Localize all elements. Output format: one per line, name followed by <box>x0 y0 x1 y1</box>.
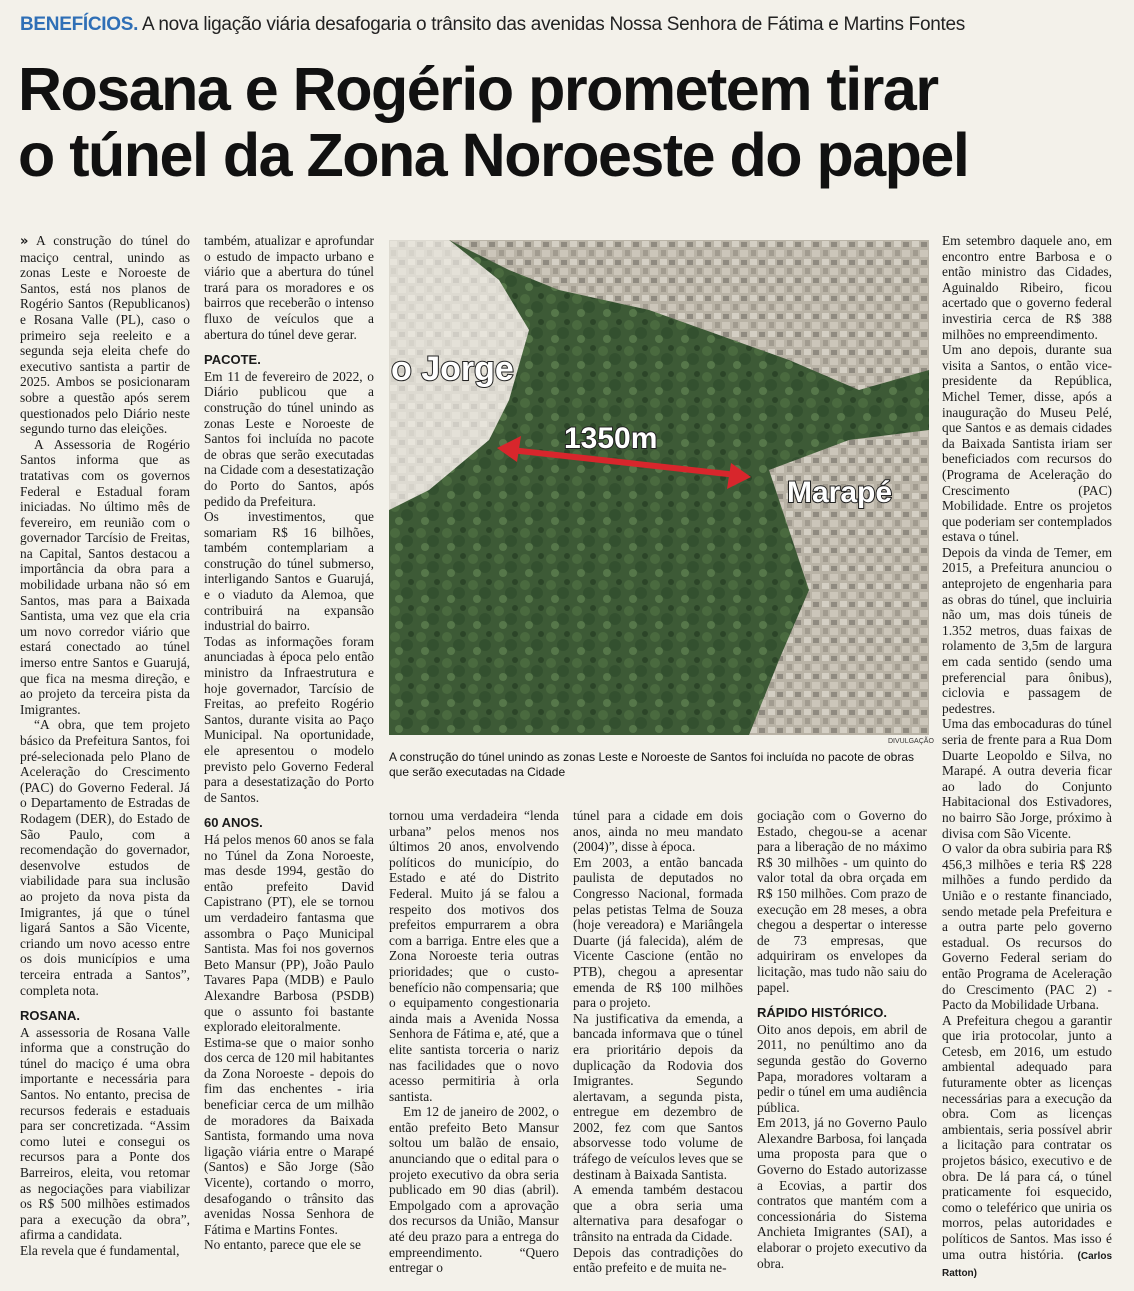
photo-caption: A construção do túnel unindo as zonas Leste e Noroeste de Santos foi incluída no pacote de obras que serão executadas na Cidade <box>389 750 915 779</box>
headline-line-2: o túnel da Zona Noroeste do papel <box>18 121 969 189</box>
paragraph: túnel para a cidade em dois anos, ainda no meu mandato (2004)”, disse à época. <box>573 808 743 855</box>
photo-credit: DIVULGAÇÃO <box>888 738 934 745</box>
article-column-6 <box>942 233 1112 1283</box>
author-signature: (Carlos Ratton) <box>942 1250 1112 1280</box>
paragraph-text: A Prefeitura chegou a garantir que iria protocolar, junto a Cetesb, em 2016, um estudo ambiental adequado para futuramente obter as licenças necessárias para a execução da obra. Com as licenças ambientais, seria possível abrir a licitação para contratar os projetos básico, executivo e de obra. De lá para cá, o túnel praticamente foi esquecido, como o teleférico que uniria os morros, pelas autoridades e políticos de Santos. Mas isso é uma outra história. <box>942 1012 1112 1262</box>
paragraph <box>942 1013 1112 1282</box>
kicker <box>20 14 1120 36</box>
map-label-distance: 1350m <box>564 422 658 455</box>
paragraph <box>20 233 190 437</box>
map-label-sao-jorge: o Jorge <box>391 350 514 388</box>
headline-line-1: Rosana e Rogério prometem tirar <box>18 55 938 123</box>
map-label-marape: Marapé <box>787 476 893 509</box>
article-column-3 <box>389 808 559 1283</box>
section-heading: RÁPIDO HISTÓRICO. <box>757 1005 888 1021</box>
paragraph: Todas as informações foram anunciadas à época pelo então ministro da Infraestrutura e hoje governador, Tarcísio de Freitas, ao prefeito Rogério Santos, durante visita ao Paço Municipal. Na oportunidade, ele apresentou o modelo previsto pelo Governo Federal para a desestatização do Porto de Santos. <box>204 633 374 805</box>
paragraph: No entanto, parece que ele se <box>204 1237 361 1253</box>
paragraph: Ela revela que é fundamental, <box>20 1243 180 1258</box>
paragraph: Há pelos menos 60 anos se fala no Túnel da Zona Noroeste, mas desde 1994, gestão do então prefeito David Capistrano (PT), ele se tornou um verdadeiro fantasma que assombra o Paço Municipal Santista. Mas foi nos governos Beto Mansur (PP), João Paulo Tavares Papa (MDB) e Paulo Alexandre Barbosa (PSDB) que o assunto foi bastante explorado eleitoralmente. <box>204 831 374 1035</box>
aerial-photo <box>389 240 929 735</box>
paragraph: Depois da vinda de Temer, em 2015, a Prefeitura anunciou o anteprojeto de engenharia para as obras do túnel, que incluiria não um, mas dois túneis de 1.352 metros, duas faixas de rolamento de 3,5m de largura em cada sentido (sendo uma preferencial para ônibus), ciclovia e passagem de pedestres. <box>942 544 1112 716</box>
section-heading: PACOTE. <box>204 352 261 368</box>
paragraph: Em setembro daquele ano, em encontro entre Barbosa e o então ministro das Cidades, Aguinaldo Ribeiro, ficou acertado que o governo federal investiria cerca de R$ 388 milhões no empreendimento. <box>942 233 1112 342</box>
article-column-5 <box>757 808 927 1283</box>
paragraph: Os investimentos, que somariam R$ 16 bilhões, também contemplariam a construção do túnel submerso, interligando Santos e Guarujá, e o viaduto da Alemoa, que contribuirá na expansão industrial do bairro. <box>204 509 374 634</box>
paragraph: A emenda também destacou que a obra seria uma alternativa para desafogar o trânsito na entrada da Cidade. <box>573 1182 743 1245</box>
paragraph: Estima-se que o maior sonho dos cerca de 120 mil habitantes da Zona Noroeste - depois do fim das enchentes - iria beneficiar cerca de um milhão de moradores da Baixada Santista, formando uma nova ligação viária entre o Marapé (Santos) e São Jorge (São Vicente), cortando o morro, desafogando o trânsito das avenidas Nossa Senhora de Fátima e Martins Fontes. <box>204 1034 374 1237</box>
article-column-1 <box>20 233 190 1283</box>
section-heading: 60 ANOS. <box>204 815 263 831</box>
paragraph: Oito anos depois, em abril de 2011, no penúltimo ano da segunda gestão do Governo Papa, moradores voltaram a pedir o túnel em uma audiência pública. <box>757 1021 927 1115</box>
paragraph: gociação com o Governo do Estado, chegou-se a acenar para a liberação de no máximo R$ 30 milhões - um quinto do valor total da obra orçada em R$ 150 milhões. Com prazo de execução em 28 meses, a obra chegou a despertar o interesse de 73 empresas, que adquiriram os envelopes da licitação, mas tudo não saiu do papel. <box>757 808 927 995</box>
article-column-2 <box>204 233 374 1283</box>
paragraph: Uma das embocaduras do túnel seria de frente para a Rua Dom Duarte Leopoldo e Silva, no Marapé. A outra deveria ficar ao lado do Conjunto Habitacional dos Estivadores, no bairro São Jorge, próximo à divisa com São Vicente. <box>942 716 1112 841</box>
paragraph: Na justificativa da emenda, a bancada informava que o túnel era prioritário depois da duplicação da Rodovia dos Imigrantes. Segundo alertavam, a segunda pista, entregue em dezembro de 2002, fez com que Santos absorvesse todo volume de tráfego de veículos leves que se destinam à Baixada Santista. <box>573 1010 743 1182</box>
paragraph: Em 2013, já no Governo Paulo Alexandre Barbosa, foi lançada uma proposta para que o Governo do Estado autorizasse a Ecovias, a partir dos contratos que mantém com a concessionária do Sistema Anchieta Imigrantes (SAI), a elaborar o projeto executivo da obra. <box>757 1115 927 1271</box>
paragraph: Um ano depois, durante sua visita a Santos, o então vice-presidente da República, Michel Temer, disse, após a inauguração do Museu Pelé, que Santos e as demais cidades da Baixada Santista iriam ser beneficiados com recursos do (Programa de Aceleração do Crescimento (PAC) Mobilidade. Entre os projetos que poderiam ser contemplados estava o túnel. <box>942 342 1112 545</box>
paragraph: tornou uma verdadeira “lenda urbana” pelos menos nos últimos 20 anos, envolvendo políticos do município, do Estado e até do Distrito Federal. Muito já se falou a respeito dos motivos dos prefeitos empurrarem a obra com a barriga. Entre eles que a Zona Noroeste teria outras prioridades; que o custo-benefício não compensaria; que o equipamento congestionaria ainda mais a Avenida Nossa Senhora de Fátima e, até, que a elite santista torceria o nariz nas facilidades que o novo acesso permitiria à orla santista. <box>389 808 559 1104</box>
paragraph: Em 12 de janeiro de 2002, o então prefeito Beto Mansur soltou um balão de ensaio, anunciando que o edital para o projeto executivo da obra seria publicado em 90 dias (abril). Empolgado com a aprovação dos recursos da União, Mansur até deu prazo para a entrega do empreendimento. “Quero entregar o <box>389 1104 559 1276</box>
headline <box>18 56 1118 188</box>
paragraph: Em 2003, a então bancada paulista de deputados no Congresso Nacional, formada pelas petistas Telma de Souza (hoje vereadora) e Mariângela Duarte (já falecida), além de Vicente Cascione (então no PTB), chegou a apresentar emenda de R$ 100 milhões para o projeto. <box>573 854 743 1011</box>
paragraph: também, atualizar e aprofundar o estudo de impacto urbano e viário que a abertura do túnel trará para os moradores e os bairros que receberão o intenso fluxo de veículos que a abertura do túnel deve gerar. <box>204 233 374 342</box>
paragraph: O valor da obra subiria para R$ 456,3 milhões e teria R$ 228 milhões a fundo perdido da União e o restante financiado, sendo metade pela Prefeitura e a outra parte pelo governo estadual. Os recursos do Governo Federal seriam do então Programa de Aceleração do Crescimento (PAC 2) - Pacto da Mobilidade Urbana. <box>942 841 1112 1013</box>
article-column-4 <box>573 808 743 1283</box>
paragraph: Depois das contradições do então prefeito e de muita ne- <box>573 1244 743 1276</box>
section-heading: ROSANA. <box>20 1008 80 1024</box>
kicker-text: A nova ligação viária desafogaria o trânsito das avenidas Nossa Senhora de Fátima e Martins Fontes <box>138 14 965 35</box>
paragraph: A Assessoria de Rogério Santos informa que as tratativas com os governos Federal e Estadual foram iniciadas. No último mês de fevereiro, em reunião com o governador Tarcísio de Freitas, na Capital, Santos destacou a importância da obra para a mobilidade urbana não só em Santos, mas para a Baixada Santista, uma vez que ela cria um novo corredor viário que estará conectado ao túnel imerso entre Santos e Guarujá, que fica na mesma direção, e ao projeto da terceira pista da Imigrantes. <box>20 436 190 717</box>
paragraph-text: A construção do túnel do maciço central, unindo as zonas Leste e Noroeste de Santos, está nos planos de Rogério Santos (Republicanos) e Rosana Valle (PL), caso o primeiro seja reeleito e a segunda seja eleita chefe do executivo santista a partir de 2025. Ambos se posicionaram sobre a questão após serem questionados pelo Diário neste segundo turno das eleições. <box>20 233 190 437</box>
kicker-tag: BENEFÍCIOS. <box>20 14 139 35</box>
paragraph: A assessoria de Rosana Valle informa que a construção do túnel do maciço é uma obra importante e necessária para Santos. No entanto, precisa de recursos federais e estaduais para ser concretizada. “Assim como lutei e consegui os recursos para a Ponte dos Barreiros, eleita, vou retomar as negociações para viabilizar os R$ 500 milhões estimados para a execução da obra”, afirma a candidata. <box>20 1024 190 1243</box>
paragraph: Em 11 de fevereiro de 2022, o Diário publicou que a construção do túnel unindo as zonas Leste e Noroeste de Santos foi incluída no pacote de obras que serão executadas na Cidade com a desestatização do Porto do Santos, após pedido da Prefeitura. <box>204 368 374 509</box>
chevron-right-icon: » <box>20 234 29 249</box>
paragraph: “A obra, que tem projeto básico da Prefeitura Santos, foi pré-selecionada pelo Plano de Aceleração do Crescimento (PAC) do Governo Federal. Já o Departamento de Estradas de Rodagem (DER), do Estado de São Paulo, com a recomendação do governador, desenvolve estudos de viabilidade para sua inclusão ao projeto da nova pista da Imigrantes, já que o túnel ligará Santos a São Vicente, criando um novo acesso entre os dois municípios e uma terceira entrada a Santos”, completa nota. <box>20 717 190 998</box>
